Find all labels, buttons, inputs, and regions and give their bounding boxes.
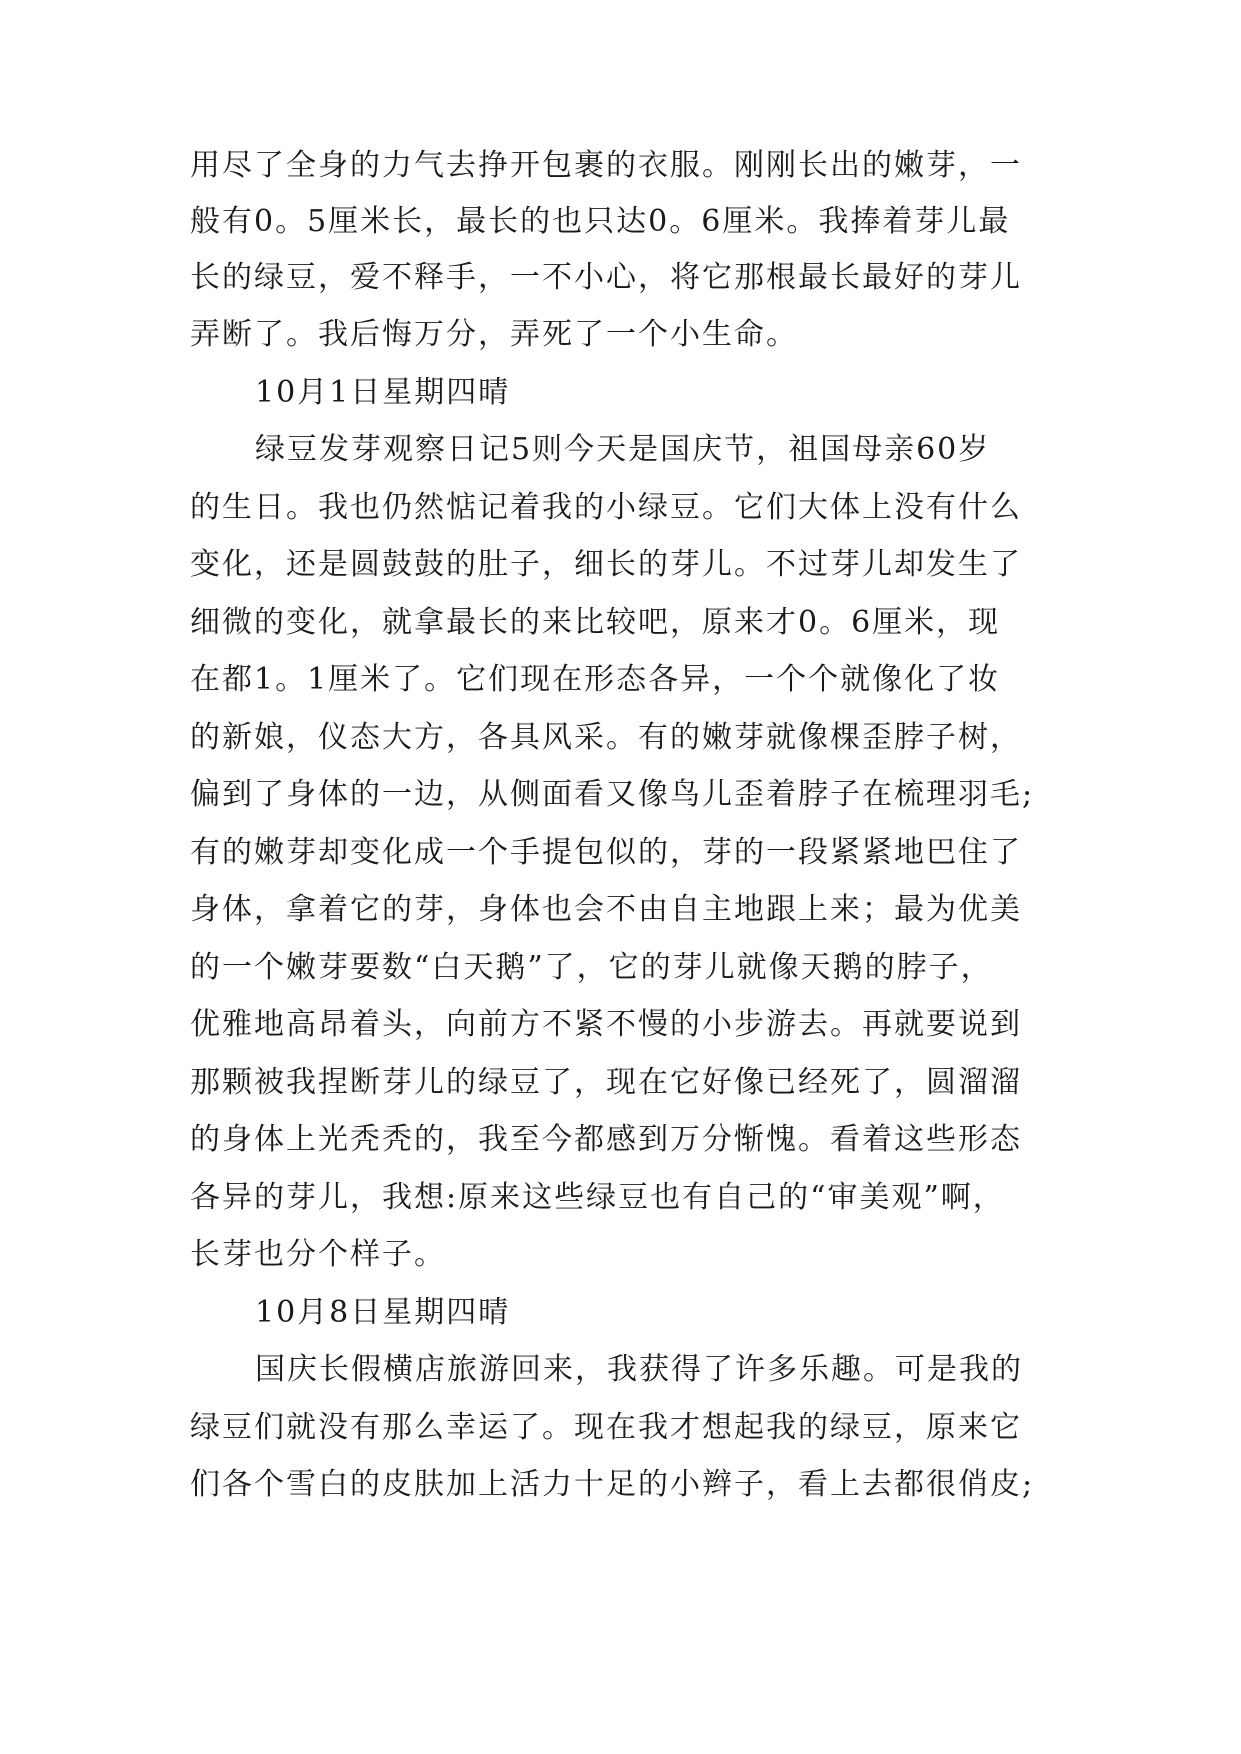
text-line: 长的绿豆，爱不释手，一不小心，将它那根最长最好的芽儿 bbox=[190, 260, 1022, 295]
text-line: 的新娘，仪态大方，各具风采。有的嫩芽就像棵歪脖子树， bbox=[190, 720, 1022, 755]
text-line: 国庆长假横店旅游回来，我获得了许多乐趣。可是我的 bbox=[255, 1352, 1023, 1387]
text-line: 的身体上光秃秃的，我至今都感到万分惭愧。看着这些形态 bbox=[190, 1122, 1022, 1157]
text-line: 长芽也分个样子。 bbox=[190, 1237, 446, 1272]
text-line: 们各个雪白的皮肤加上活力十足的小辫子，看上去都很俏皮; bbox=[190, 1467, 1035, 1502]
text-line: 身体，拿着它的芽，身体也会不由自主地跟上来；最为优美 bbox=[190, 892, 1022, 927]
text-line: 各异的芽儿，我想:原来这些绿豆也有自己的“审美观”啊， bbox=[190, 1180, 1005, 1215]
date-heading: 10月1日星期四晴 bbox=[255, 375, 511, 410]
text-line: 般有0。5厘米长，最长的也只达0。6厘米。我捧着芽儿最 bbox=[190, 204, 1011, 239]
text-line: 那颗被我捏断芽儿的绿豆了，现在它好像已经死了，圆溜溜 bbox=[190, 1065, 1022, 1100]
text-line: 用尽了全身的力气去挣开包裹的衣服。刚刚长出的嫩芽，一 bbox=[190, 148, 1022, 183]
text-line: 偏到了身体的一边，从侧面看又像鸟儿歪着脖子在梳理羽毛; bbox=[190, 777, 1035, 812]
date-heading: 10月8日星期四晴 bbox=[255, 1295, 511, 1330]
text-line: 绿豆发芽观察日记5则今天是国庆节，祖国母亲60岁 bbox=[255, 432, 991, 467]
text-line: 变化，还是圆鼓鼓的肚子，细长的芽儿。不过芽儿却发生了 bbox=[190, 547, 1022, 582]
text-line: 的生日。我也仍然惦记着我的小绿豆。它们大体上没有什么 bbox=[190, 490, 1022, 525]
text-line: 绿豆们就没有那么幸运了。现在我才想起我的绿豆，原来它 bbox=[190, 1410, 1022, 1445]
text-line: 细微的变化，就拿最长的来比较吧，原来才0。6厘米，现 bbox=[190, 605, 1001, 640]
text-line: 弄断了。我后悔万分，弄死了一个小生命。 bbox=[190, 317, 798, 352]
text-line: 在都1。1厘米了。它们现在形态各异，一个个就像化了妆 bbox=[190, 662, 1001, 697]
text-line: 优雅地高昂着头，向前方不紧不慢的小步游去。再就要说到 bbox=[190, 1007, 1022, 1042]
text-line: 的一个嫩芽要数“白天鹅”了，它的芽儿就像天鹅的脖子， bbox=[190, 950, 993, 985]
text-line: 有的嫩芽却变化成一个手提包似的，芽的一段紧紧地巴住了 bbox=[190, 835, 1022, 870]
